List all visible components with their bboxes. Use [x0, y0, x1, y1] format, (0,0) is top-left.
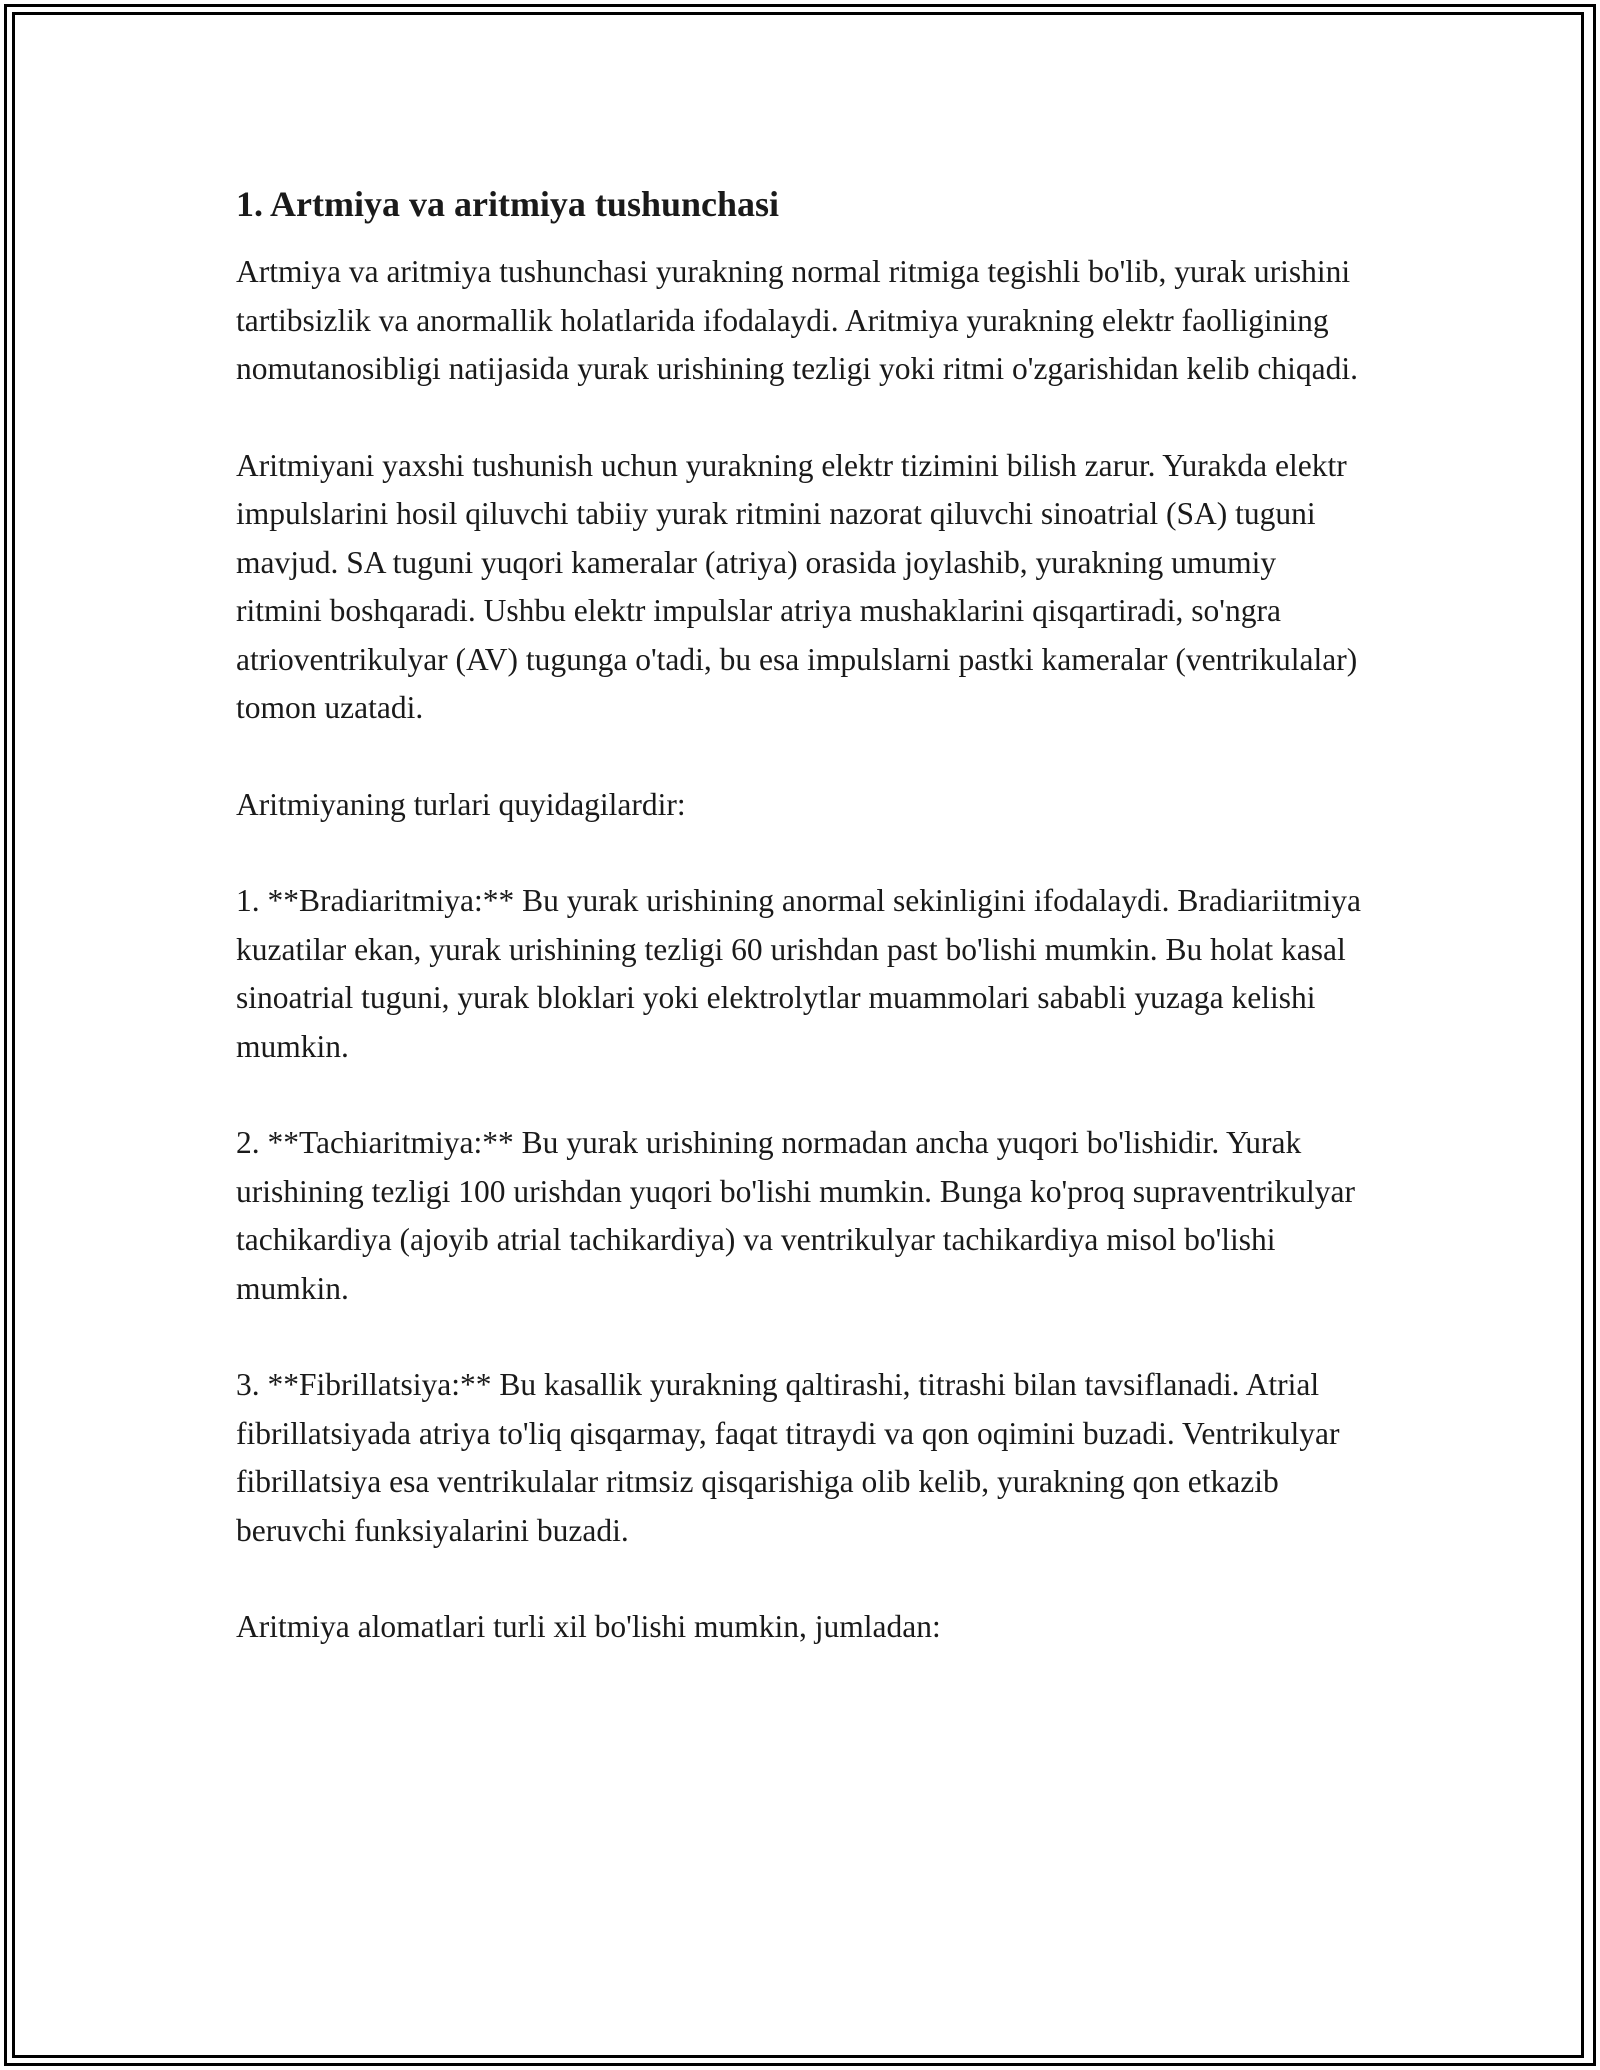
- paragraph-symptoms: Aritmiya alomatlari turli xil bo'lishi mumkin, jumladan:: [236, 1609, 941, 1644]
- document-body: [236, 180, 1366, 1700]
- list-item-bradiaritmiya: 1. **Bradiaritmiya:** Bu yurak urishining anormal sekinligini ifodalaydi. Bradiariitmiya kuzatilar ekan, yurak urishining tezligi 60 urishdan past bo'lishi mumkin. Bu holat kasal sinoatrial tuguni, yurak bloklari yoki elektrolytlar muammolari sababli yuzaga kelishi mumkin.: [236, 883, 1362, 1064]
- paragraph-types-heading: Aritmiyaning turlari quyidagilardir:: [236, 786, 686, 822]
- document-title: 1. Artmiya va aritmiya tushunchasi: [236, 184, 780, 224]
- paragraph-electrical-system: Aritmiyani yaxshi tushunish uchun yurakning elektr tizimini bilish zarur. Yurakda elektr impulslarini hosil qiluvchi tabiiy yurak ritmini nazorat qiluvchi sinoatrial (SA) tuguni mavjud. SA tuguni yuqori kameralar (atriya) orasida joylashib, yurakning umumiy ritmini boshqaradi. Ushbu elektr impulslar atriya mushaklarini qisqartiradi, so'ngra atrioventrikulyar (AV) tugunga o'tadi, bu esa impulslarni pastki kameralar (ventrikulalar) tomon uzatadi.: [236, 447, 1358, 725]
- list-item-tachiaritmiya: 2. **Tachiaritmiya:** Bu yurak urishining normadan ancha yuqori bo'lishidir. Yurak urishining tezligi 100 urishdan yuqori bo'lishi mumkin. Bunga ko'proq supraventrikulyar tachikardiya (ajoyib atrial tachikardiya) va ventrikulyar tachikardiya misol bo'lishi mumkin.: [236, 1125, 1355, 1306]
- paragraph-intro: Artmiya va aritmiya tushunchasi yurakning normal ritmiga tegishli bo'lib, yurak urishini tartibsizlik va anormallik holatlarida ifodalaydi. Aritmiya yurakning elektr faolligining nomutanosibligi natijasida yurak urishining tezligi yoki ritmi o'zgarishidan kelib chiqadi.: [236, 254, 1358, 386]
- list-item-fibrillatsiya: 3. **Fibrillatsiya:** Bu kasallik yurakning qaltirashi, titrashi bilan tavsiflanadi. Atrial fibrillatsiyada atriya to'liq qisqarmay, faqat titraydi va qon oqimini buzadi. Ventrikulyar fibrillatsiya esa ventrikulalar ritmsiz qisqarishiga olib kelib, yurakning qon etkazib beruvchi funksiyalarini buzadi.: [236, 1367, 1340, 1548]
